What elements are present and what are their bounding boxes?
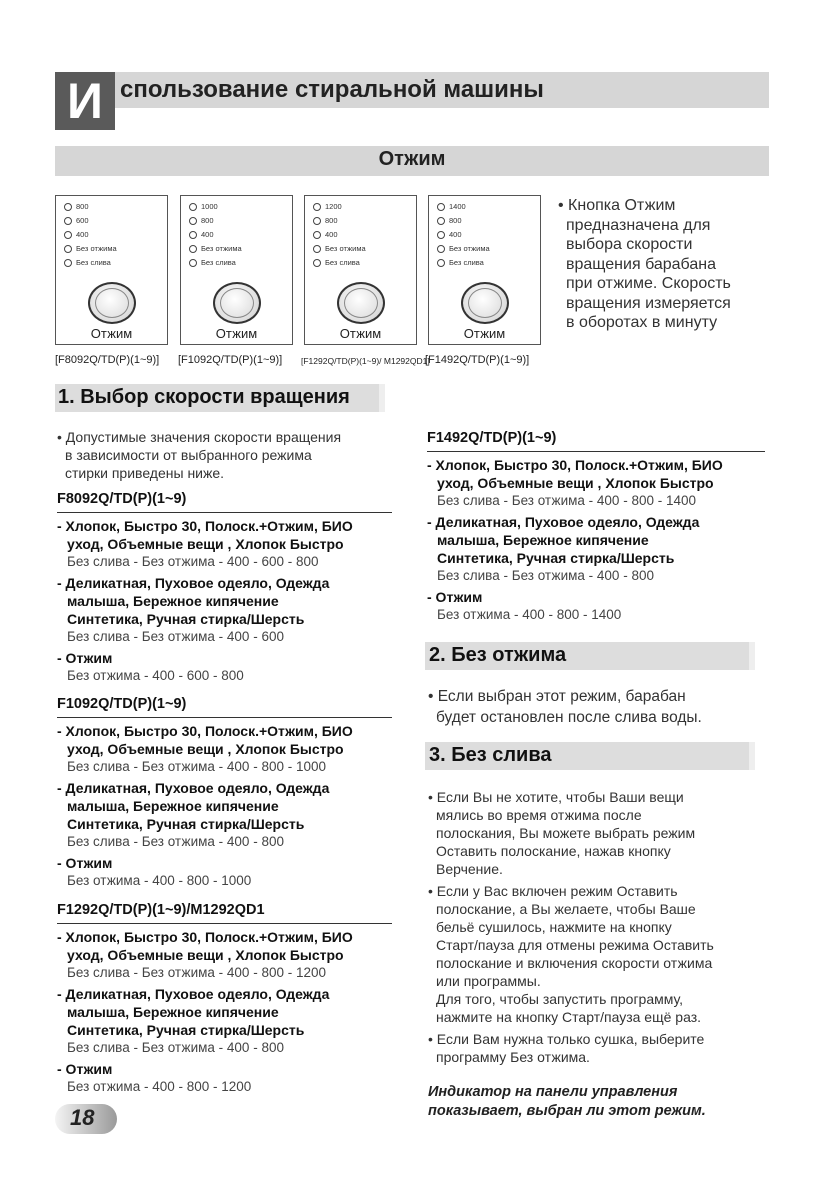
mode-group	[57, 574, 392, 646]
indicator-led-icon	[189, 245, 197, 253]
sec3-line: Старт/пауза для отмены режима Оставить	[436, 937, 714, 953]
mode-names: Синтетика, Ручная стирка/Шерсть	[67, 816, 305, 832]
mode-names: уход, Объемные вещи , Хлопок Быстро	[67, 741, 344, 757]
spin-option-label: 400	[76, 230, 89, 239]
model-rule	[57, 923, 392, 924]
model-modes	[57, 928, 392, 1099]
model-modes	[57, 517, 392, 688]
mode-names: - Деликатная, Пуховое одеяло, Одежда	[57, 780, 330, 796]
spin-option-label: 800	[325, 216, 338, 225]
spin-option	[64, 258, 111, 267]
sec3-line: полоскание и включения скорости отжима	[436, 955, 713, 971]
mode-group	[57, 928, 392, 982]
spin-knob[interactable]	[461, 282, 509, 324]
spin-option	[313, 202, 342, 211]
spin-option	[313, 216, 338, 225]
intro-line: при отжиме. Скорость	[566, 275, 731, 292]
mode-names: - Деликатная, Пуховое одеяло, Одежда	[57, 986, 330, 1002]
spin-option-label: Без слива	[325, 258, 360, 267]
sec3-line: мялись во время отжима после	[436, 807, 642, 823]
model-modes	[57, 722, 392, 893]
spin-option	[189, 244, 242, 253]
note-line: показывает, выбран ли этот режим.	[428, 1103, 706, 1119]
spin-option	[64, 230, 89, 239]
mode-names: уход, Объемные вещи , Хлопок Быстро	[437, 475, 714, 491]
spin-option-label: 800	[76, 202, 89, 211]
spin-option-label: 1000	[201, 202, 218, 211]
spin-option	[189, 202, 218, 211]
mode-group	[57, 854, 392, 890]
spin-knob-face	[468, 288, 502, 318]
spin-option	[437, 258, 484, 267]
sec3-line: Оставить полоскание, нажав кнопку	[436, 843, 671, 859]
spin-option-label: 1400	[449, 202, 466, 211]
spin-option-label: Без слива	[201, 258, 236, 267]
indicator-led-icon	[313, 231, 321, 239]
panel-caption: [F8092Q/TD(P)(1~9)]	[55, 354, 160, 366]
sec3-line: Верчение.	[436, 861, 503, 877]
mode-names: Синтетика, Ручная стирка/Шерсть	[437, 550, 675, 566]
sec1-intro	[57, 428, 397, 482]
mode-names: - Отжим	[57, 1061, 113, 1077]
panel-caption: [F1492Q/TD(P)(1~9)]	[425, 354, 530, 366]
mode-names: - Отжим	[57, 650, 113, 666]
mode-group	[57, 1060, 392, 1096]
mode-names: - Отжим	[427, 589, 483, 605]
indicator-led-icon	[189, 203, 197, 211]
spin-option	[313, 244, 366, 253]
indicator-led-icon	[189, 217, 197, 225]
spin-option	[437, 202, 466, 211]
indicator-led-icon	[189, 259, 197, 267]
spin-speeds: Без слива - Без отжима - 400 - 600 - 800	[67, 554, 319, 569]
spin-option-label: 1200	[325, 202, 342, 211]
model-rule	[57, 717, 392, 718]
intro-line: в оборотах в минуту	[566, 314, 718, 331]
sec3-line: • Если у Вас включен режим Оставить	[428, 883, 678, 899]
spin-speeds: Без слива - Без отжима - 400 - 800 - 1400	[437, 493, 696, 508]
spin-speeds: Без слива - Без отжима - 400 - 800	[67, 1040, 284, 1055]
sec3-bullet	[428, 882, 773, 1026]
spin-option-label: Без слива	[76, 258, 111, 267]
spin-option	[64, 216, 89, 225]
mode-names: малыша, Бережное кипячение	[67, 593, 279, 609]
spin-panel	[428, 195, 541, 345]
spin-panel	[304, 195, 417, 345]
spin-speeds: Без слива - Без отжима - 400 - 800 - 1000	[67, 759, 326, 774]
mode-names: малыша, Бережное кипячение	[437, 532, 649, 548]
spin-speeds: Без отжима - 400 - 800 - 1000	[67, 873, 252, 888]
spin-option	[189, 258, 236, 267]
spin-option	[437, 230, 462, 239]
spin-panel	[180, 195, 293, 345]
sec3-line: • Если Вы не хотите, чтобы Ваши вещи	[428, 789, 684, 805]
spin-speeds: Без слива - Без отжима - 400 - 600	[67, 629, 284, 644]
spin-speeds: Без отжима - 400 - 800 - 1200	[67, 1079, 252, 1094]
indicator-led-icon	[64, 245, 72, 253]
indicator-led-icon	[313, 217, 321, 225]
spin-speeds: Без слива - Без отжима - 400 - 800	[67, 834, 284, 849]
spin-knob[interactable]	[337, 282, 385, 324]
spin-option-label: Без отжима	[201, 244, 242, 253]
mode-names: Синтетика, Ручная стирка/Шерсть	[67, 1022, 305, 1038]
sec3-line: бельё сушилось, нажмите на кнопку	[436, 919, 672, 935]
spin-option	[313, 258, 360, 267]
spin-option	[437, 216, 462, 225]
mode-group	[57, 649, 392, 685]
sec3-line: Для того, чтобы запустить программу,	[436, 991, 684, 1007]
indicator-led-icon	[437, 259, 445, 267]
indicator-led-icon	[64, 259, 72, 267]
indicator-led-icon	[313, 245, 321, 253]
knob-label: Отжим	[215, 326, 258, 341]
model-rule	[57, 512, 392, 513]
sec3-bullet	[428, 1030, 773, 1066]
spin-option	[437, 244, 490, 253]
intro-line: предназначена для	[566, 216, 711, 234]
spin-option-label: Без отжима	[449, 244, 490, 253]
mode-group	[57, 985, 392, 1057]
spin-option-label: Без отжима	[76, 244, 117, 253]
title-initial: И	[55, 72, 115, 130]
spin-option	[189, 216, 214, 225]
spin-option-label: 400	[449, 230, 462, 239]
mode-names: - Деликатная, Пуховое одеяло, Одежда	[57, 575, 330, 591]
spin-speeds: Без слива - Без отжима - 400 - 800 - 1200	[67, 965, 326, 980]
knob-label: Отжим	[90, 326, 133, 341]
sec2-line: будет остановлен после слива воды.	[436, 709, 702, 726]
indicator-led-icon	[313, 203, 321, 211]
panel-caption: [F1292Q/TD(P)(1~9)/ M1292QD1]	[301, 356, 430, 366]
sec3-line: полоскания, Вы можете выбрать режим	[436, 825, 696, 841]
spin-speeds: Без отжима - 400 - 800 - 1400	[437, 607, 622, 622]
sec3-line: или программы.	[436, 973, 541, 989]
intro-line: выбора скорости	[566, 236, 693, 253]
indicator-led-icon	[64, 203, 72, 211]
spin-option	[64, 202, 89, 211]
sec1-title: 1. Выбор скорости вращения	[58, 386, 350, 408]
model-rule	[427, 451, 765, 452]
mode-group	[427, 588, 765, 624]
indicator-led-icon	[437, 203, 445, 211]
mode-names: - Деликатная, Пуховое одеяло, Одежда	[427, 514, 700, 530]
mode-names: - Отжим	[57, 855, 113, 871]
model-name: F8092Q/TD(P)(1~9)	[57, 491, 187, 507]
spin-option-label: 800	[449, 216, 462, 225]
mode-group	[57, 517, 392, 571]
intro-line: вращения измеряется	[566, 294, 731, 312]
mode-group	[427, 513, 765, 585]
mode-group	[57, 722, 392, 776]
mode-names: - Хлопок, Быстро 30, Полоск.+Отжим, БИО	[427, 457, 723, 473]
sec1-intro-line: • Допустимые значения скорости вращения	[57, 429, 342, 445]
spin-option-label: 800	[201, 216, 214, 225]
sec3-line: нажмите на кнопку Старт/пауза ещё раз.	[436, 1009, 702, 1025]
intro-line: • Кнопка Отжим	[558, 197, 676, 214]
indicator-led-icon	[437, 231, 445, 239]
spin-option-label: Без отжима	[325, 244, 366, 253]
mode-names: малыша, Бережное кипячение	[67, 798, 279, 814]
intro-line: вращения барабана	[566, 255, 716, 273]
spin-speeds: Без отжима - 400 - 600 - 800	[67, 668, 244, 683]
model-name: F1492Q/TD(P)(1~9)	[427, 430, 557, 446]
mode-names: уход, Объемные вещи , Хлопок Быстро	[67, 536, 344, 552]
mode-names: - Хлопок, Быстро 30, Полоск.+Отжим, БИО	[57, 929, 353, 945]
mode-names: - Хлопок, Быстро 30, Полоск.+Отжим, БИО	[57, 518, 353, 534]
mode-names: малыша, Бережное кипячение	[67, 1004, 279, 1020]
spin-speeds: Без слива - Без отжима - 400 - 800	[437, 568, 654, 583]
sec3-line: • Если Вам нужна только сушка, выберите	[428, 1031, 705, 1047]
sec2-title: 2. Без отжима	[429, 644, 567, 666]
indicator-led-icon	[437, 217, 445, 225]
spin-option-label: 400	[201, 230, 214, 239]
panel-caption: [F1092Q/TD(P)(1~9)]	[178, 354, 283, 366]
spin-knob-face	[344, 288, 378, 318]
spin-option	[64, 244, 117, 253]
spin-panel	[55, 195, 168, 345]
spin-option-label: 600	[76, 216, 89, 225]
mode-group	[427, 456, 765, 510]
sec3-title: 3. Без слива	[429, 744, 552, 766]
sec1-intro-line: стирки приведены ниже.	[65, 465, 225, 481]
spin-option-label: 400	[325, 230, 338, 239]
mode-names: Синтетика, Ручная стирка/Шерсть	[67, 611, 305, 627]
sec3-bullets	[428, 788, 773, 1070]
sec3-bullet	[428, 788, 773, 878]
indicator-led-icon	[313, 259, 321, 267]
spin-knob-face	[220, 288, 254, 318]
spin-option	[189, 230, 214, 239]
indicator-led-icon	[64, 217, 72, 225]
sec3-line: программу Без отжима.	[436, 1049, 590, 1065]
spin-knob[interactable]	[213, 282, 261, 324]
indicator-led-icon	[189, 231, 197, 239]
sec2-line: • Если выбран этот режим, барабан	[428, 688, 686, 705]
spin-option-label: Без слива	[449, 258, 484, 267]
sec2-text	[428, 686, 768, 728]
model-name: F1292Q/TD(P)(1~9)/M1292QD1	[57, 902, 265, 918]
spin-intro	[558, 196, 768, 333]
indicator-led-icon	[437, 245, 445, 253]
sec1-intro-line: в зависимости от выбранного режима	[65, 447, 312, 463]
spin-knob[interactable]	[88, 282, 136, 324]
spin-knob-face	[95, 288, 129, 318]
model-modes	[427, 456, 765, 627]
page-number: 18	[70, 1105, 95, 1130]
section-title: Отжим	[378, 148, 446, 170]
mode-group	[57, 779, 392, 851]
note-line: Индикатор на панели управления	[428, 1084, 678, 1100]
knob-label: Отжим	[339, 326, 382, 341]
sec3-line: полоскание, а Вы желаете, чтобы Ваше	[436, 901, 696, 917]
spin-option	[313, 230, 338, 239]
mode-names: - Хлопок, Быстро 30, Полоск.+Отжим, БИО	[57, 723, 353, 739]
model-name: F1092Q/TD(P)(1~9)	[57, 696, 187, 712]
sec3-note	[428, 1083, 773, 1121]
page-title: спользование стиральной машины	[120, 76, 544, 103]
knob-label: Отжим	[463, 326, 506, 341]
indicator-led-icon	[64, 231, 72, 239]
mode-names: уход, Объемные вещи , Хлопок Быстро	[67, 947, 344, 963]
